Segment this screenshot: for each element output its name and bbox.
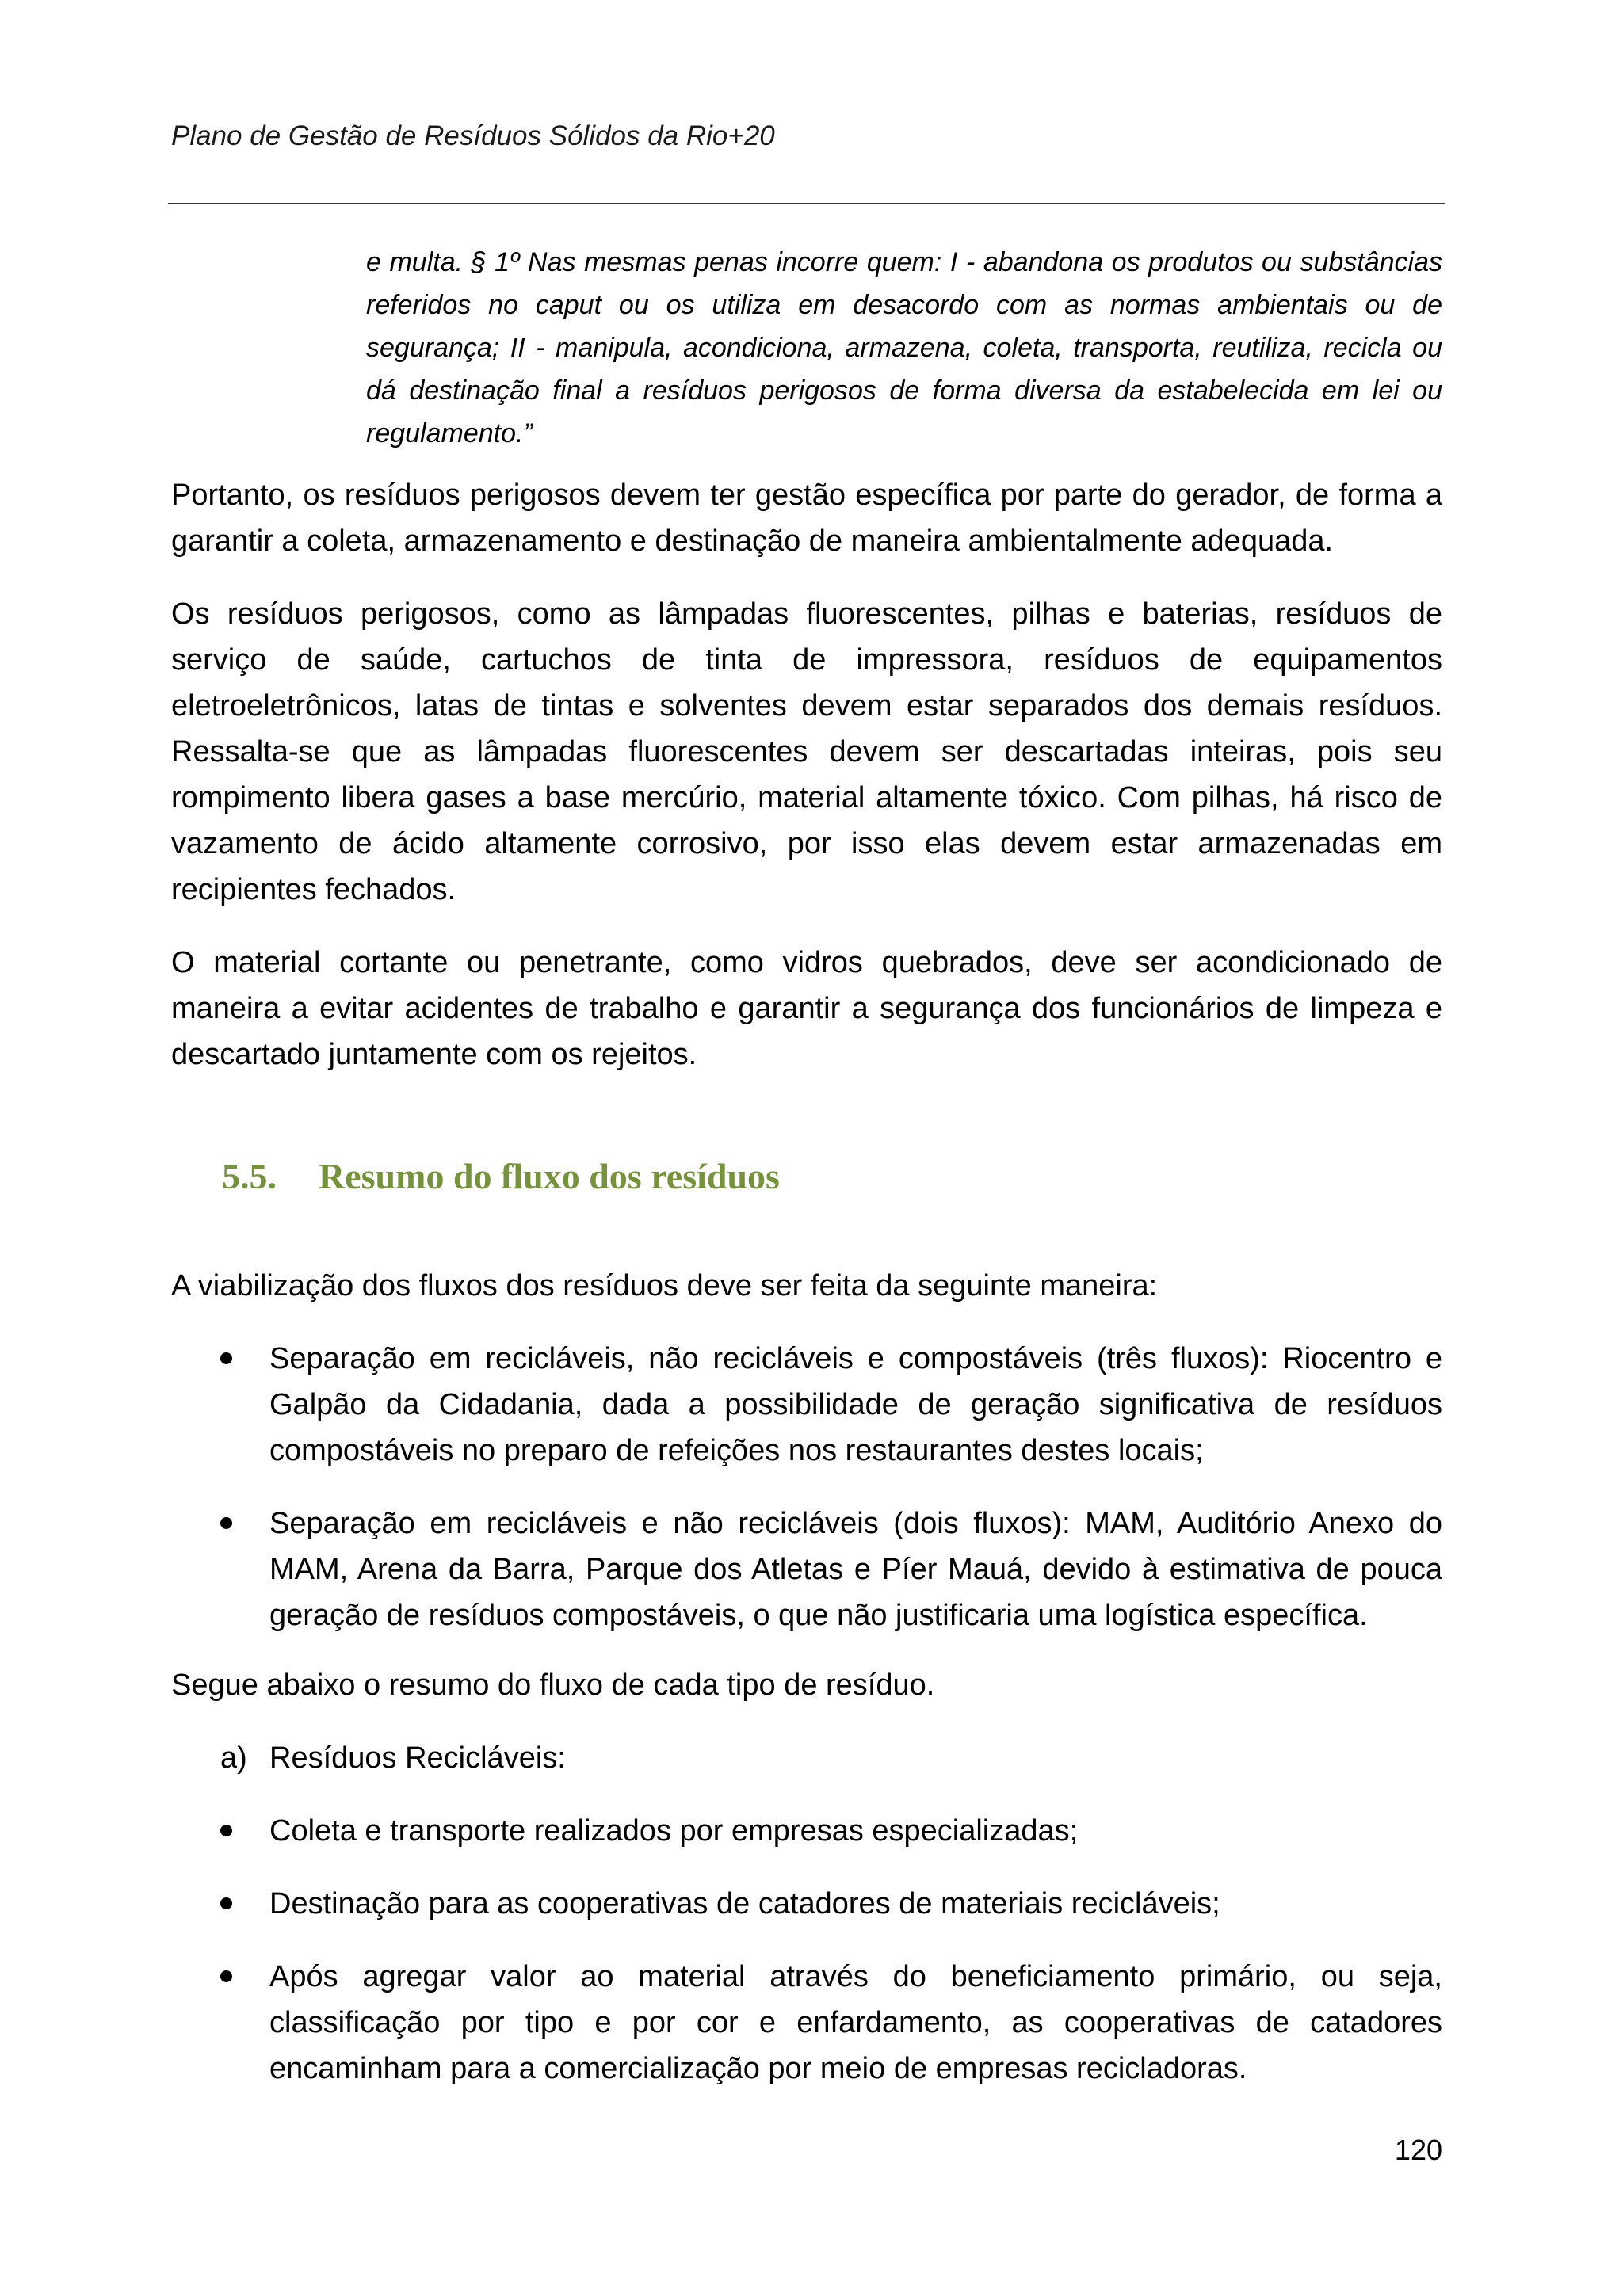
list-item — [171, 1501, 1442, 1638]
legal-quote: e multa. § 1º Nas mesmas penas incorre quem: I - abandona os produtos ou substâncias referidos no caput ou os utiliza em desacordo com as normas ambientais ou de segurança; II - manipula, acondiciona, armazena, coleta, transporta, reutiliza, recicla ou dá destinação final a resíduos perigosos de forma diversa da estabelecida em lei ou regulamento.” — [366, 247, 1442, 448]
flow-intro: A viabilização dos fluxos dos resíduos deve ser feita da seguinte maneira: — [171, 1269, 1158, 1302]
list-item — [171, 1954, 1442, 2092]
list-item-text: Separação em recicláveis e não recicláveis (dois fluxos): MAM, Auditório Anexo do MAM, Arena da Barra, Parque dos Atletas e Píer Mauá, devido à estimativa de pouca geração de resíduos compostáveis, o que não justificaria uma logística específica. — [269, 1507, 1442, 1632]
alpha-list-label: Resíduos Recicláveis: — [269, 1741, 566, 1775]
page-body — [171, 241, 1442, 2115]
list-item-text: Destinação para as cooperativas de catadores de materiais recicláveis; — [269, 1887, 1220, 1920]
header-rule — [168, 203, 1445, 204]
section-number: 5.5. — [222, 1156, 277, 1196]
bullet-icon — [220, 1352, 232, 1364]
alpha-list-marker: a) — [220, 1741, 247, 1775]
paragraph-hazardous-management: Portanto, os resíduos perigosos devem ter gestão específica por parte do gerador, de forma a garantir a coleta, armazenamento e destinação de maneira ambientalmente adequada. — [171, 479, 1442, 558]
bullet-icon — [220, 1825, 232, 1836]
list-item — [171, 1808, 1442, 1854]
alpha-list-item — [171, 1735, 1442, 1781]
flow-list — [171, 1336, 1442, 1638]
paragraph-hazardous-examples: Os resíduos perigosos, como as lâmpadas fluorescentes, pilhas e baterias, resíduos de serviço de saúde, cartuchos de tinta de impressora, resíduos de equipamentos eletroeletrônicos, latas de tintas e solventes devem estar separados dos demais resíduos. Ressalta-se que as lâmpadas fluorescentes devem ser descartadas inteiras, pois seu rompimento libera gases a base mercúrio, material altamente tóxico. Com pilhas, há risco de vazamento de ácido altamente corrosivo, por isso elas devem estar armazenadas em recipientes fechados. — [171, 597, 1442, 906]
list-item-text: Coleta e transporte realizados por empresas especializadas; — [269, 1814, 1079, 1848]
bullet-icon — [220, 1970, 232, 1982]
section-heading — [222, 1154, 1442, 1199]
bullet-icon — [220, 1897, 232, 1909]
paragraph-sharp-materials: O material cortante ou penetrante, como vidros quebrados, deve ser acondicionado de maneira a evitar acidentes de trabalho e garantir a segurança dos funcionários de limpeza e descartado juntamente com os rejeitos. — [171, 946, 1442, 1071]
running-header: Plano de Gestão de Resíduos Sólidos da Rio+20 — [171, 120, 775, 151]
bullet-icon — [220, 1517, 232, 1529]
list-item — [171, 1336, 1442, 1474]
list-item-text: Separação em recicláveis, não recicláveis e compostáveis (três fluxos): Riocentro e Galpão da Cidadania, dada a possibilidade de geração significativa de resíduos compostáveis no preparo de refeições nos restaurantes destes locais; — [269, 1342, 1442, 1467]
section-title: Resumo do fluxo dos resíduos — [319, 1156, 780, 1196]
page-number: 120 — [1394, 2134, 1442, 2166]
list-item-text: Após agregar valor ao material através do beneficiamento primário, ou seja, classificação por tipo e por cor e enfardamento, as cooperativas de catadores encaminham para a comercialização por meio de empresas recicladoras. — [269, 1960, 1442, 2085]
summary-intro: Segue abaixo o resumo do fluxo de cada tipo de resíduo. — [171, 1669, 935, 1702]
list-item — [171, 1881, 1442, 1927]
recyclable-list — [171, 1808, 1442, 2092]
